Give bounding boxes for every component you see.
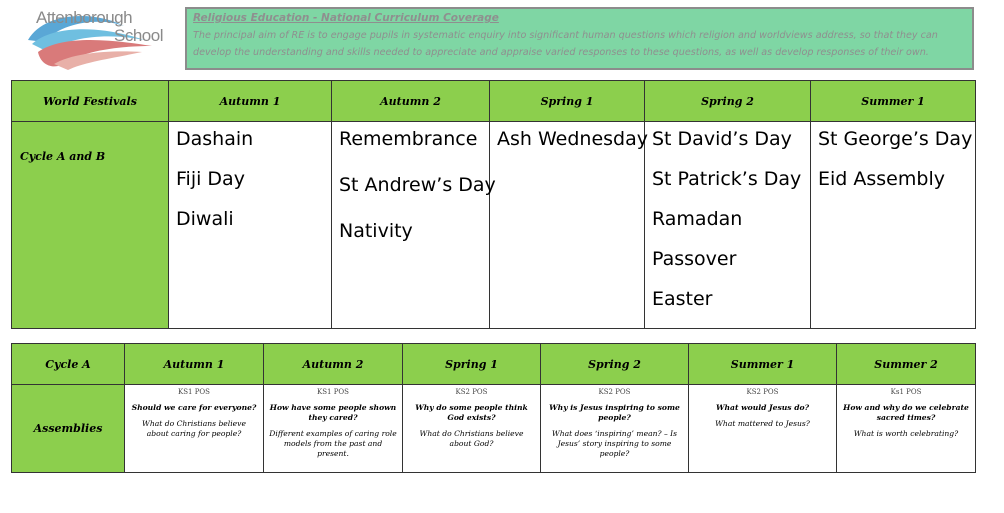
- banner-title: Religious Education - National Curriculum Coverage: [193, 12, 499, 24]
- assembly-pos: KS2 POS: [455, 388, 488, 396]
- assembly-question: Why is Jesus inspiring to some people?: [549, 403, 680, 422]
- assembly-pos: KS1 POS: [317, 388, 349, 396]
- assembly-question: What would Jesus do?: [715, 403, 810, 412]
- assembly-subquestion: What mattered to Jesus?: [715, 419, 810, 428]
- assembly-cell-autumn-1: [125, 385, 264, 473]
- assembly-subquestion: Different examples of caring role models from the past and present.: [269, 429, 397, 458]
- assembly-cell-summer-2: [837, 385, 976, 473]
- festival-item: Nativity: [339, 220, 413, 242]
- assembly-question: How have some people shown they cared?: [269, 403, 397, 422]
- festival-item: St Patrick’s Day: [652, 168, 802, 190]
- assemblies-header-summer-1: Summer 1: [689, 344, 837, 385]
- festival-item: Dashain: [176, 128, 254, 150]
- assemblies-table: [11, 343, 976, 473]
- assemblies-header-autumn-2: Autumn 2: [264, 344, 403, 385]
- assemblies-header-spring-2: Spring 2: [541, 344, 689, 385]
- festival-item: Passover: [652, 248, 737, 270]
- festivals-cell-spring-2: [645, 122, 811, 329]
- assembly-question: Should we care for everyone?: [131, 403, 257, 412]
- festivals-header-autumn-1: Autumn 1: [169, 81, 332, 122]
- logo-text-school: School: [114, 26, 163, 45]
- assemblies-header-spring-1: Spring 1: [403, 344, 541, 385]
- assembly-subquestion: What does ‘inspiring’ mean? – Is Jesus’ story inspiring to some people?: [551, 429, 678, 458]
- festivals-header-autumn-2: Autumn 2: [332, 81, 490, 122]
- assembly-pos: KS2 POS: [598, 388, 631, 396]
- festivals-cell-autumn-1: [169, 122, 332, 329]
- assemblies-corner-header: Cycle A: [12, 344, 125, 385]
- assembly-subquestion: What do Christians believe about caring for people?: [142, 419, 246, 438]
- festivals-cell-autumn-2: [332, 122, 496, 329]
- festivals-table: [11, 80, 976, 329]
- festival-item: Fiji Day: [176, 168, 245, 190]
- assembly-question: How and why do we celebrate sacred times?: [843, 403, 969, 422]
- banner-text: The principal aim of RE is to engage pupils in systematic enquiry into significant human questions which religion and worldviews address, so that they can develop the understanding and skills needed to appreciate and appraise varied responses to these questions, as well as develop responses of their own.: [193, 30, 938, 58]
- festivals-cell-summer-1: [811, 122, 976, 329]
- festival-item: Easter: [652, 288, 713, 310]
- festivals-row-label: Cycle A and B: [12, 122, 169, 329]
- assemblies-header-autumn-1: Autumn 1: [125, 344, 264, 385]
- assembly-pos: KS2 POS: [746, 388, 779, 396]
- festival-item: St David’s Day: [652, 128, 792, 150]
- assembly-pos: KS1 POS: [178, 388, 210, 396]
- festivals-header-spring-2: Spring 2: [645, 81, 811, 122]
- festivals-row: [12, 122, 976, 329]
- assembly-question: Why do some people think God exists?: [415, 403, 528, 422]
- assembly-cell-spring-2: [541, 385, 689, 473]
- assembly-subquestion: What do Christians believe about God?: [419, 429, 524, 448]
- festivals-cell-spring-1: [490, 122, 648, 329]
- logo-text-attenborough: Attenborough: [36, 8, 133, 27]
- festival-item: Diwali: [176, 208, 234, 230]
- curriculum-banner: [185, 7, 974, 70]
- assembly-cell-summer-1: [689, 385, 837, 473]
- school-logo: [24, 6, 164, 72]
- festival-item: Ramadan: [652, 208, 743, 230]
- festivals-header-row: [12, 81, 976, 122]
- festival-item: Eid Assembly: [818, 168, 945, 190]
- festivals-corner-header: World Festivals: [12, 81, 169, 122]
- assembly-cell-spring-1: [403, 385, 541, 473]
- festivals-header-summer-1: Summer 1: [811, 81, 976, 122]
- festival-item: Remembrance: [339, 128, 478, 150]
- assembly-cell-autumn-2: [264, 385, 403, 473]
- festival-item: St George’s Day: [818, 128, 973, 150]
- assemblies-header-summer-2: Summer 2: [837, 344, 976, 385]
- festival-item: Ash Wednesday: [497, 128, 648, 150]
- assembly-subquestion: What is worth celebrating?: [853, 429, 959, 438]
- festival-item: St Andrew’s Day: [339, 174, 496, 196]
- festivals-header-spring-1: Spring 1: [490, 81, 645, 122]
- assemblies-header-row: [12, 344, 976, 385]
- assembly-pos: Ks1 POS: [890, 388, 922, 396]
- assemblies-row: [12, 385, 976, 473]
- assemblies-row-label: Assemblies: [12, 385, 125, 473]
